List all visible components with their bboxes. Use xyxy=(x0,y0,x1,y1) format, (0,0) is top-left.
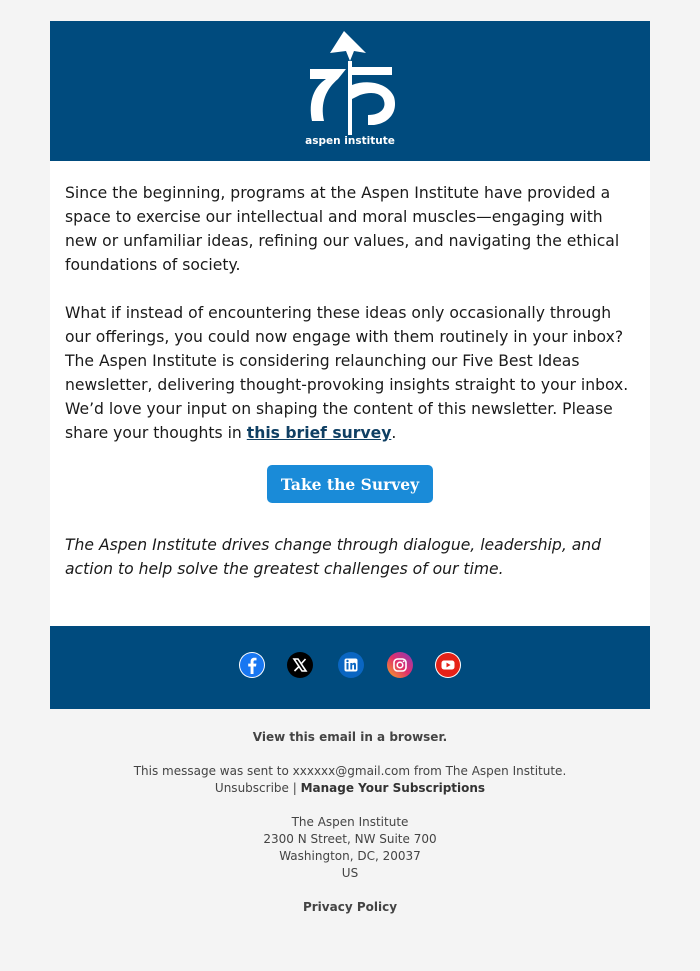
social-footer xyxy=(50,626,650,709)
link-separator: | xyxy=(288,781,301,795)
privacy-policy-link[interactable]: Privacy Policy xyxy=(302,900,398,914)
address-line-1: 2300 N Street, NW Suite 700 xyxy=(263,832,437,846)
mission-tagline: The Aspen Institute drives change through dialogue, leadership, and action to help solve the greatest challenges of our time. xyxy=(65,536,602,578)
facebook-icon[interactable] xyxy=(239,652,265,678)
manage-subscriptions-link[interactable]: Manage Your Subscriptions xyxy=(300,781,486,795)
survey-paragraph-text: What if instead of encountering these ideas only occasionally through our offerings, you could now engage with them routinely in your inbox? The Aspen Institute is considering relaunching our Five Best Ideas newsletter, delivering thought-provoking insights straight to your inbox. We’d love your input on shaping the content of this newsletter. Please share your thoughts in xyxy=(65,304,629,442)
aspen-75-logo[interactable] xyxy=(298,31,402,153)
take-survey-button[interactable]: Take the Survey xyxy=(267,465,433,503)
logo-graphic xyxy=(298,31,402,135)
email-body xyxy=(50,161,650,626)
sent-to-notice: This message was sent to xxxxxx@gmail.com from The Aspen Institute. xyxy=(133,764,567,778)
survey-paragraph xyxy=(65,301,637,445)
address-country: US xyxy=(341,866,359,880)
email-header xyxy=(50,21,650,161)
view-in-browser-link[interactable]: View this email in a browser. xyxy=(252,730,448,744)
unsubscribe-link[interactable]: Unsubscribe xyxy=(214,781,289,795)
subscription-links xyxy=(0,780,700,797)
youtube-icon[interactable] xyxy=(435,652,461,678)
logo-wordmark: aspen institute xyxy=(305,135,395,147)
org-name: The Aspen Institute xyxy=(291,815,409,829)
x-icon[interactable] xyxy=(287,652,313,678)
survey-paragraph-end: . xyxy=(391,424,397,442)
mailing-address xyxy=(0,814,700,882)
address-line-2: Washington, DC, 20037 xyxy=(279,849,421,863)
survey-link[interactable]: this brief survey xyxy=(246,424,392,442)
intro-paragraph: Since the beginning, programs at the Aspen Institute have provided a space to exercise our intellectual and moral muscles—engaging with new or unfamiliar ideas, refining our values, and navigating the ethical foundations of society. xyxy=(65,184,620,274)
linkedin-icon[interactable] xyxy=(338,652,364,678)
instagram-icon[interactable] xyxy=(387,652,413,678)
